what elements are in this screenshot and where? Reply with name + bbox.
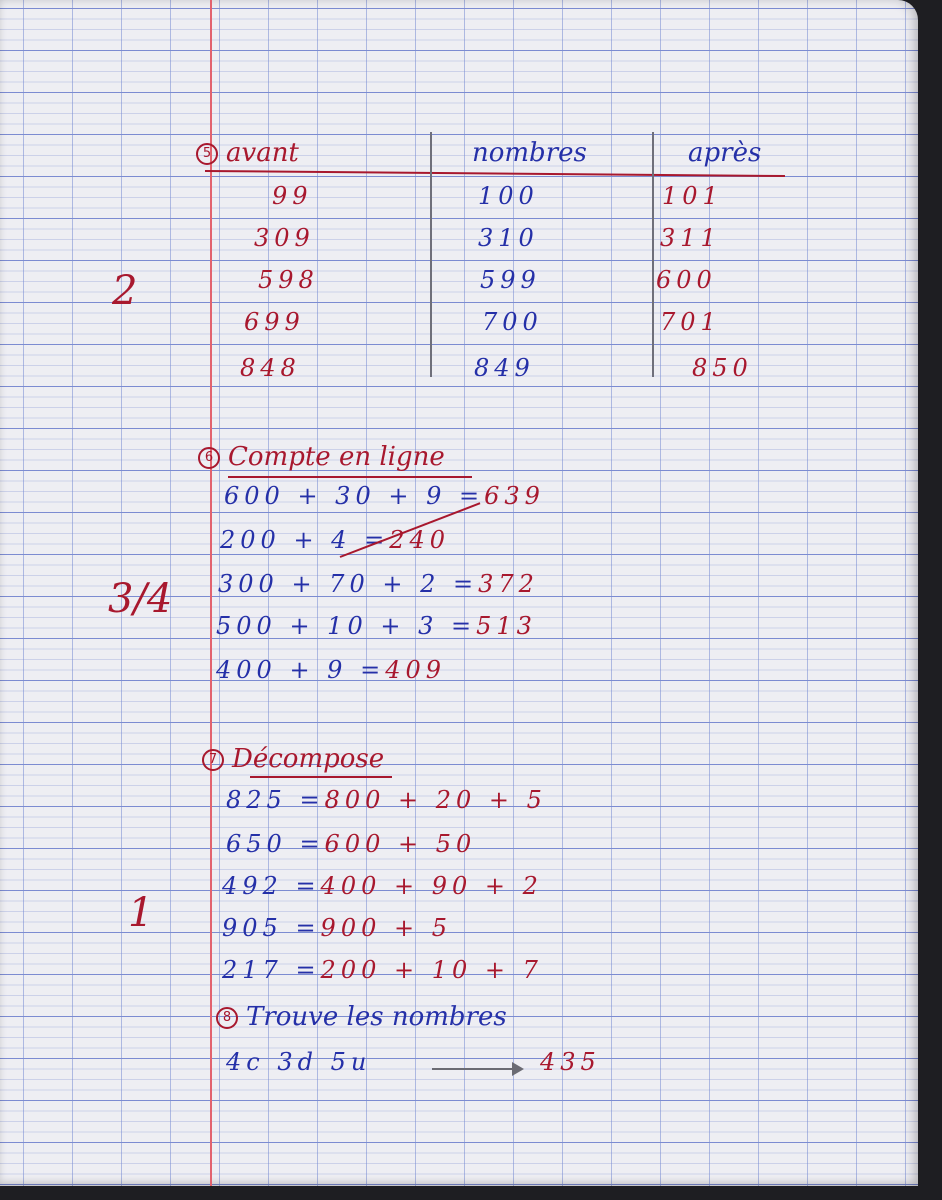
ex6-expr-2: 200 + 4 = <box>220 526 390 554</box>
ex5-heading <box>196 140 299 166</box>
ex7-grade: 1 <box>128 890 154 936</box>
ex6-grade: 3/4 <box>108 576 173 622</box>
ex7-number-3: 492 = <box>222 872 321 900</box>
ex5-column-divider-1 <box>430 132 432 377</box>
ex6-expr-4: 500 + 10 + 3 = <box>216 612 477 640</box>
ex6-title-underline <box>228 476 472 478</box>
ex6-line-4 <box>216 614 537 638</box>
ex7-line-2 <box>226 832 476 856</box>
ex6-line-2 <box>220 528 450 552</box>
ex5-nombre-4: 700 <box>482 308 543 336</box>
ex5-nombre-2: 310 <box>478 224 539 252</box>
ex7-answer-4: 900 + 5 <box>320 914 452 942</box>
ex5-apres-4: 701 <box>660 308 721 336</box>
ex5-avant-3: 598 <box>258 266 319 294</box>
ex7-number-2: 650 = <box>226 830 325 858</box>
ex6-heading <box>198 444 445 470</box>
ex7-title-underline <box>250 776 392 778</box>
ex6-line-5 <box>216 658 446 682</box>
ex5-nombre-3: 599 <box>480 266 541 294</box>
ex7-line-3 <box>222 874 543 898</box>
ex7-number-5: 217 = <box>222 956 321 984</box>
ex5-nombre-1: 100 <box>478 182 539 210</box>
ex6-answer-3: 372 <box>478 570 539 598</box>
ex8-heading <box>216 1004 507 1030</box>
ex6-title: Compte en ligne <box>228 442 445 472</box>
ex5-header-nombres: nombres <box>472 138 587 168</box>
ex7-number-1: 825 = <box>226 786 325 814</box>
ex5-avant-4: 699 <box>244 308 305 336</box>
ex7-line-1 <box>226 788 547 812</box>
ex5-apres-1: 101 <box>662 182 723 210</box>
ex6-line-3 <box>218 572 539 596</box>
ex5-apres-5: 850 <box>692 354 753 382</box>
ex8-number-badge: 8 <box>216 1007 238 1029</box>
ex5-header-apres: après <box>688 138 762 168</box>
ex7-answer-3: 400 + 90 + 2 <box>320 872 543 900</box>
ex5-header-avant: avant <box>226 138 299 168</box>
ex7-line-5 <box>222 958 543 982</box>
ex5-apres-2: 311 <box>660 224 721 252</box>
ex6-answer-4: 513 <box>476 612 537 640</box>
ex5-grade: 2 <box>112 268 138 314</box>
ex7-number-badge: 7 <box>202 749 224 771</box>
ex6-answer-2: 240 <box>389 526 450 554</box>
ex7-heading <box>202 746 384 772</box>
ex8-arrow-shaft <box>432 1068 516 1070</box>
ex6-expr-3: 300 + 70 + 2 = <box>218 570 479 598</box>
ex7-number-4: 905 = <box>222 914 321 942</box>
ex5-nombre-5: 849 <box>474 354 535 382</box>
ex5-column-divider-2 <box>652 132 654 377</box>
margin-line <box>210 0 212 1186</box>
ex6-line-1 <box>224 484 545 508</box>
ex5-header-underline <box>205 170 785 177</box>
ex6-expr-5: 400 + 9 = <box>216 656 386 684</box>
ex6-expr-1: 600 + 30 + 9 = <box>224 482 485 510</box>
ex7-answer-2: 600 + 50 <box>324 830 477 858</box>
ex7-title: Décompose <box>232 744 385 774</box>
ex5-avant-2: 309 <box>254 224 315 252</box>
ex6-answer-5: 409 <box>385 656 446 684</box>
ex5-avant-5: 848 <box>240 354 301 382</box>
ex7-answer-1: 800 + 20 + 5 <box>324 786 547 814</box>
ex8-prompt: 4c 3d 5u <box>226 1048 372 1076</box>
ex8-title: Trouve les nombres <box>246 1002 507 1032</box>
ex8-answer: 435 <box>540 1048 601 1076</box>
ex5-apres-3: 600 <box>656 266 717 294</box>
ex7-answer-5: 200 + 10 + 7 <box>320 956 543 984</box>
ex5-avant-1: 99 <box>272 182 313 210</box>
ex8-arrow-icon <box>512 1062 524 1076</box>
ex5-number-badge: 5 <box>196 143 218 165</box>
ex6-number-badge: 6 <box>198 447 220 469</box>
ex7-line-4 <box>222 916 452 940</box>
ex6-answer-1: 639 <box>484 482 545 510</box>
